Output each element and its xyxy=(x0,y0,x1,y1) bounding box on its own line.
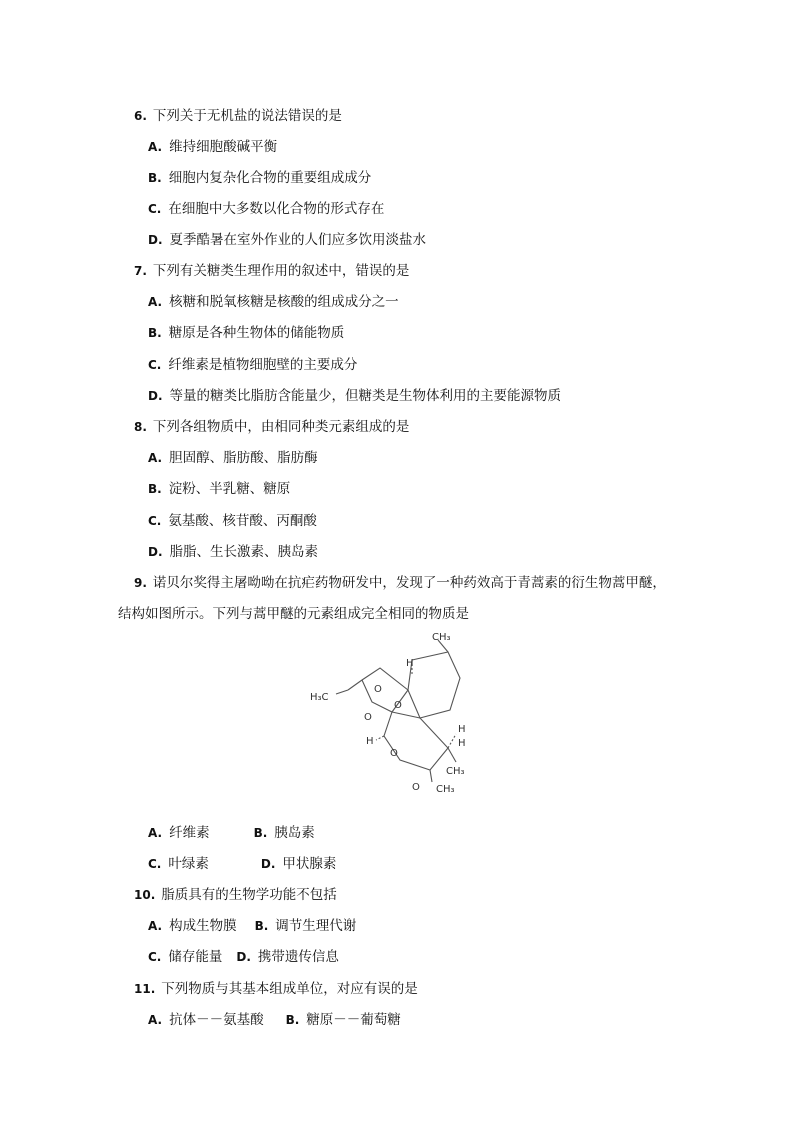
q10-option-c[interactable] xyxy=(148,949,222,965)
label-o-ring1: O xyxy=(374,684,382,695)
option-text: 维持细胞酸碱平衡 xyxy=(169,139,278,155)
label-h-lower-left: H xyxy=(366,736,374,747)
option-text: 脂脂、生长激素、胰岛素 xyxy=(169,544,319,560)
option-letter: A. xyxy=(148,919,163,933)
option-letter: D. xyxy=(148,389,163,403)
q9-option-b[interactable] xyxy=(254,825,315,841)
option-text: 淀粉、半乳糖、糖原 xyxy=(168,481,291,497)
question-text: 结构如图所示。下列与蒿甲醚的元素组成完全相同的物质是 xyxy=(118,606,469,622)
option-text: 储存能量 xyxy=(168,949,223,965)
option-text: 叶绿素 xyxy=(168,856,209,872)
q8-option-b[interactable] xyxy=(148,477,290,497)
question-text: 下列有关糖类生理作用的叙述中，错误的是 xyxy=(152,263,410,279)
label-ch3-bottom: CH₃ xyxy=(436,784,455,795)
q9-options-row-2 xyxy=(148,852,336,872)
option-letter: D. xyxy=(260,857,276,871)
q7-option-b[interactable] xyxy=(148,321,344,341)
label-h-right1: H xyxy=(458,724,466,735)
option-letter: B. xyxy=(285,1013,300,1027)
q6-option-b[interactable] xyxy=(148,166,371,186)
question-text: 诺贝尔奖得主屠呦呦在抗疟药物研发中，发现了一种药效高于青蒿素的衍生物蒿甲醚， xyxy=(152,575,666,591)
label-h3c-left: H₃C xyxy=(310,692,329,703)
option-text: 氨基酸、核苷酸、丙酮酸 xyxy=(168,513,317,529)
label-o-bottom: O xyxy=(412,782,420,793)
option-letter: B. xyxy=(148,171,162,185)
option-letter: A. xyxy=(148,1013,163,1027)
q10-option-d[interactable] xyxy=(236,949,339,965)
q11-option-a[interactable] xyxy=(148,1012,264,1028)
question-text: 下列关于无机盐的说法错误的是 xyxy=(152,108,342,124)
option-letter: C. xyxy=(148,857,162,871)
question-number: 6. xyxy=(134,109,147,123)
option-text: 夏季酷暑在室外作业的人们应多饮用淡盐水 xyxy=(169,232,427,248)
question-8-stem xyxy=(134,415,409,435)
question-6-stem xyxy=(134,104,342,124)
option-text: 携带遗传信息 xyxy=(257,949,339,965)
label-o-lower: O xyxy=(390,748,398,759)
option-letter: A. xyxy=(148,826,163,840)
option-letter: D. xyxy=(148,545,163,559)
q10-option-b[interactable] xyxy=(255,918,357,934)
question-text: 脂质具有的生物学功能不包括 xyxy=(161,887,337,903)
question-number: 7. xyxy=(134,264,147,278)
option-letter: D. xyxy=(236,950,251,964)
label-o-ring2: O xyxy=(394,700,402,711)
option-text: 等量的糖类比脂肪含能量少，但糖类是生物体利用的主要能源物质 xyxy=(169,388,562,404)
question-9-stem-line2 xyxy=(118,602,469,622)
option-text: 糖原－－葡萄糖 xyxy=(306,1012,401,1028)
option-text: 核糖和脱氧核糖是核酸的组成成分之一 xyxy=(169,294,399,310)
option-text: 纤维素是植物细胞壁的主要成分 xyxy=(168,357,358,373)
q7-option-d[interactable] xyxy=(148,384,561,404)
option-letter: B. xyxy=(253,826,268,840)
question-number: 11. xyxy=(134,982,156,996)
label-o-left: O xyxy=(364,712,372,723)
option-letter: B. xyxy=(148,482,162,496)
q6-option-d[interactable] xyxy=(148,228,426,248)
option-letter: C. xyxy=(148,950,162,964)
question-text: 下列各组物质中，由相同种类元素组成的是 xyxy=(152,419,410,435)
q10-option-a[interactable] xyxy=(148,918,237,934)
option-text: 构成生物膜 xyxy=(169,918,237,934)
q7-option-c[interactable] xyxy=(148,353,357,373)
question-10-stem xyxy=(134,883,337,903)
q7-option-a[interactable] xyxy=(148,290,399,310)
question-text: 下列物质与其基本组成单位，对应有误的是 xyxy=(161,981,418,997)
q9-options-row-1 xyxy=(148,821,315,841)
option-text: 细胞内复杂化合物的重要组成成分 xyxy=(168,170,372,186)
q9-option-c[interactable] xyxy=(148,856,209,872)
label-h-upper: H xyxy=(406,658,414,669)
structure-bonds xyxy=(336,640,460,782)
q10-options-row-2 xyxy=(148,945,339,965)
q10-options-row-1 xyxy=(148,914,356,934)
option-letter: C. xyxy=(148,358,162,372)
q8-option-d[interactable] xyxy=(148,540,318,560)
option-letter: C. xyxy=(148,514,162,528)
question-7-stem xyxy=(134,259,409,279)
option-letter: B. xyxy=(148,326,162,340)
label-ch3-top: CH₃ xyxy=(432,632,451,643)
option-letter: C. xyxy=(148,202,162,216)
option-letter: A. xyxy=(148,451,163,465)
question-number: 8. xyxy=(134,420,147,434)
label-ch3-right: CH₃ xyxy=(446,766,465,777)
option-text: 抗体－－氨基酸 xyxy=(169,1012,264,1028)
option-text: 糖原是各种生物体的储能物质 xyxy=(168,325,345,341)
option-text: 胰岛素 xyxy=(274,825,315,841)
question-9-stem-line1 xyxy=(134,571,666,591)
option-text: 胆固醇、脂肪酸、脂肪酶 xyxy=(169,450,318,466)
option-letter: A. xyxy=(148,295,163,309)
q11-option-b[interactable] xyxy=(286,1012,401,1028)
question-11-stem xyxy=(134,977,418,997)
question-number: 9. xyxy=(134,576,147,590)
label-h-right2: H xyxy=(458,738,466,749)
q8-option-c[interactable] xyxy=(148,509,317,529)
option-text: 在细胞中大多数以化合物的形式存在 xyxy=(168,201,385,217)
q6-option-a[interactable] xyxy=(148,135,277,155)
q6-option-c[interactable] xyxy=(148,197,384,217)
option-text: 甲状腺素 xyxy=(282,856,337,872)
artemether-structure-diagram xyxy=(300,630,490,802)
q11-options-row-1 xyxy=(148,1008,401,1028)
option-text: 纤维素 xyxy=(169,825,210,841)
q8-option-a[interactable] xyxy=(148,446,318,466)
q9-option-a[interactable] xyxy=(148,825,210,841)
option-letter: D. xyxy=(148,233,163,247)
question-number: 10. xyxy=(134,888,156,902)
q9-option-d[interactable] xyxy=(261,856,337,872)
option-text: 调节生理代谢 xyxy=(275,918,357,934)
option-letter: A. xyxy=(148,140,163,154)
option-letter: B. xyxy=(254,919,269,933)
